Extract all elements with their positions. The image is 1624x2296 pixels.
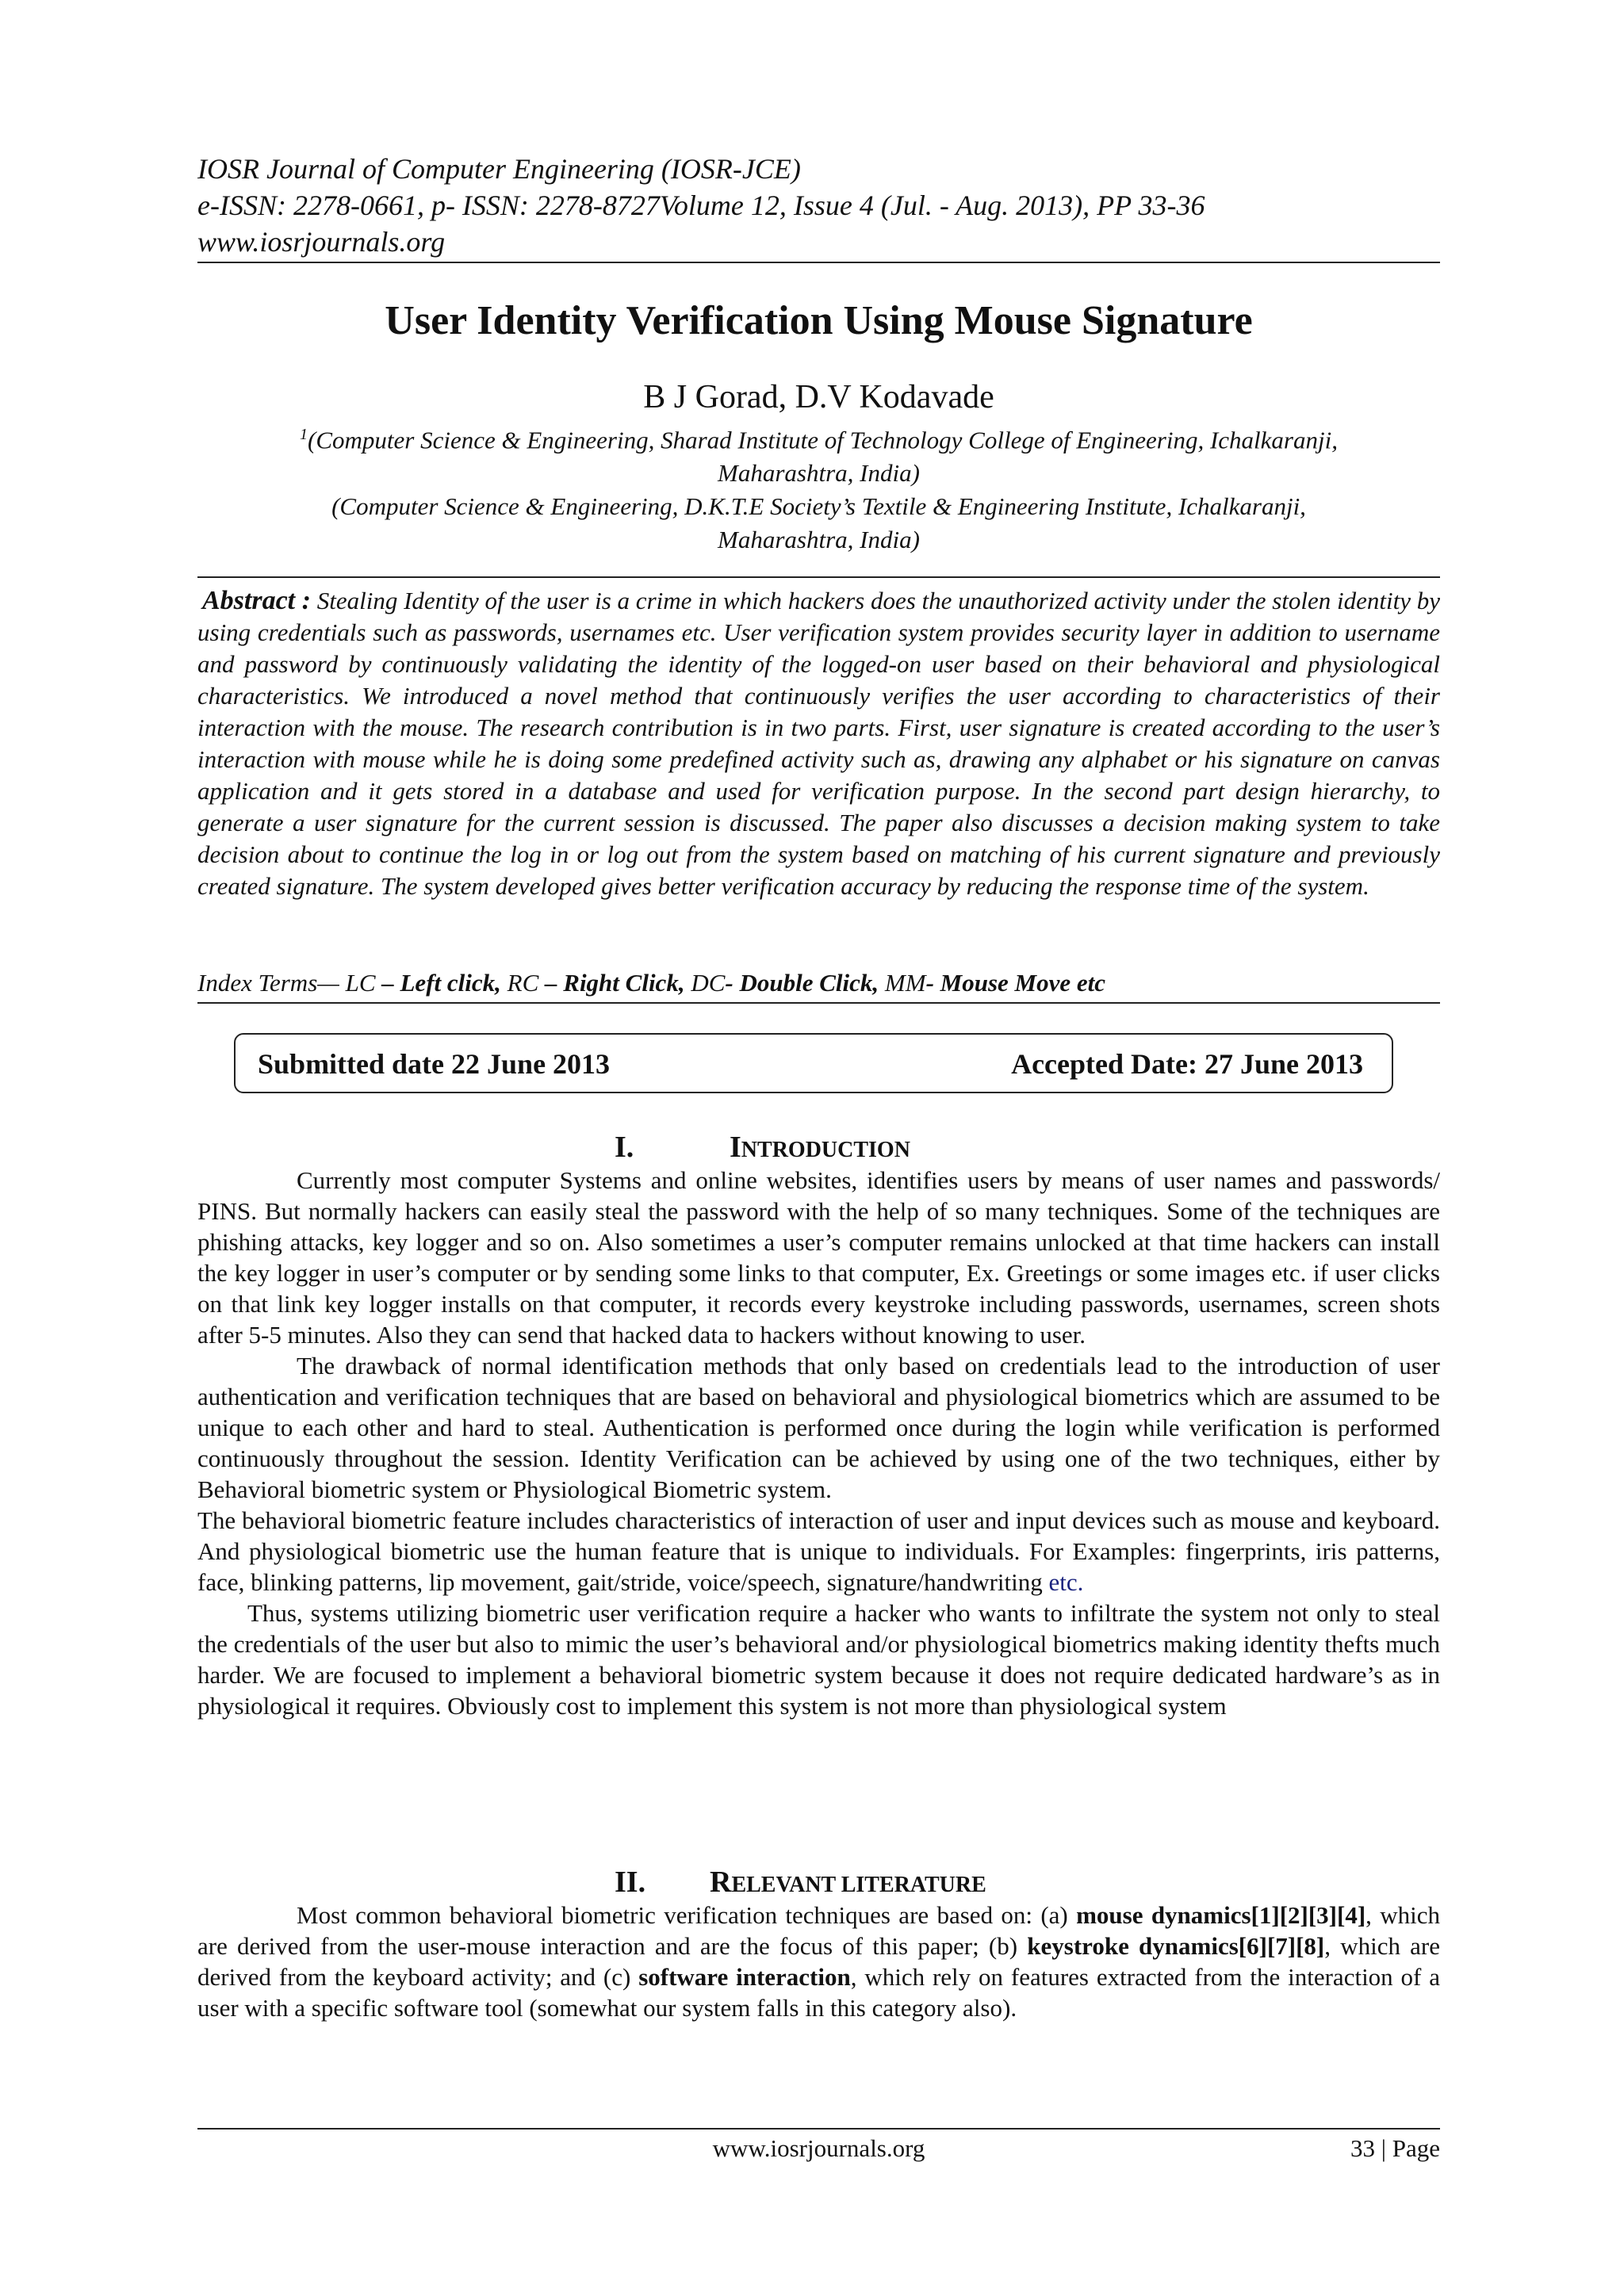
etc-link: etc. — [1048, 1568, 1084, 1596]
intro-paragraph-1: Currently most computer Systems and online websites, identifies users by means of user names and passwords/ PINS. But normally hackers can easily steal the password with the help of so many techniques. Some of the techniques are phishing attacks, key logger and so on. Also sometimes a user’s computer remains unlocked at that time hackers can install the key logger in user’s computer or by sending some links to that computer, Ex. Greetings or some images etc. if user clicks on that link key logger installs on that computer, it records every keystroke including passwords, usernames, screen shots after 5-5 minutes. Also they can send that hacked data to hackers without knowing to user. — [197, 1166, 1440, 1349]
section-1-title: INTRODUCTION — [730, 1131, 910, 1164]
affiliation-1-marker: 1 — [300, 426, 308, 443]
term-keystroke-dynamics: keystroke dynamics[6][7][8] — [1027, 1932, 1325, 1960]
index-terms — [197, 967, 1440, 999]
index-term-mouse-move: - Mouse Move etc — [925, 969, 1105, 997]
index-terms-prefix: Index Terms— LC — [197, 969, 376, 997]
intro-paragraph-2: The drawback of normal identification methods that only based on credentials lead to the introduction of user authentication and verification techniques that are based on behavioral and physiological biometrics which are assumed to be unique to each other and hard to steal. Authentication is performed once during the login while verification is performed continuously throughout the session. Identity Verification can be achieved by using one of the two techniques, either by Behavioral biometric system or Physiological Biometric system. — [197, 1352, 1440, 1503]
footer-divider — [197, 2128, 1440, 2130]
section-2-title: RELEVANT LITERATURE — [710, 1866, 986, 1899]
header-divider — [197, 262, 1440, 263]
index-term-dc: DC — [684, 969, 726, 997]
index-term-mm: MM — [879, 969, 926, 997]
affiliation-2-line1: (Computer Science & Engineering, D.K.T.E Society’s Textile & Engineering Institute, Ichalkaranji, — [331, 492, 1306, 521]
section-2-body — [197, 1900, 1440, 2023]
affiliation-1-line2: Maharashtra, India) — [718, 459, 920, 488]
term-mouse-dynamics: mouse dynamics[1][2][3][4] — [1076, 1901, 1366, 1929]
issn-line: e-ISSN: 2278-0661, p- ISSN: 2278-8727Volume 12, Issue 4 (Jul. - Aug. 2013), PP 33-36 — [197, 189, 1205, 221]
affiliation-1 — [197, 418, 1440, 457]
affiliation-2-line2: Maharashtra, India) — [718, 526, 920, 554]
abstract-text: Stealing Identity of the user is a crime in which hackers does the unauthorized activity under the stolen identity by using credentials such as passwords, usernames etc. User verification system provides security layer in addition to username and password by continuously validating the identity of the logged-on user based on their behavioral and physiological characteristics. We introduced a novel method that continuously verifies the user according to characteristics of their interaction with the mouse. The research contribution is in two parts. First, user signature is created according to the user’s interaction with mouse while he is doing some predefined activity such as, drawing any alphabet or his signature on canvas application and it gets stored in a database and used for verification purpose. In the second part design hierarchy, to generate a user signature for the current session is discussed. The paper also discusses a decision making system to take decision about to continue the log in or log out from the system based on matching of his current signature and previously created signature. The system developed gives better verification accuracy by reducing the response time of the system. — [197, 587, 1440, 900]
footer-website: www.iosrjournals.org — [712, 2134, 925, 2162]
accepted-date: Accepted Date: 27 June 2013 — [1011, 1048, 1363, 1080]
affiliation-1-line1: (Computer Science & Engineering, Sharad Institute of Technology College of Engineering, Ichalkaranji, — [308, 426, 1338, 454]
abstract — [197, 585, 1440, 902]
abstract-bottom-divider — [197, 1002, 1440, 1004]
section-2-number: II. — [615, 1866, 646, 1899]
dates-box — [234, 1033, 1393, 1093]
section-1-number: I. — [615, 1131, 634, 1164]
index-term-left-click: – Left click, — [375, 969, 501, 997]
paper-authors: B J Gorad, D.V Kodavade — [643, 379, 994, 415]
literature-paragraph-1: Most common behavioral biometric verification techniques are based on: (a) mouse dynamics[1][2][3][4], which are derived from the user-mouse interaction and are the focus of this paper; (b) keystroke dynamics[6][7][8], which are derived from the keyboard activity; and (c) software interaction, which rely on features extracted from the interaction of a user with a specific software tool (somewhat our system falls in this category also). — [197, 1901, 1441, 2022]
paper-title: User Identity Verification Using Mouse Signature — [385, 298, 1253, 343]
index-term-right-click: – Right Click, — [538, 969, 685, 997]
journal-header — [197, 151, 1440, 260]
term-software-interaction: software interaction — [638, 1963, 851, 1991]
submitted-date: Submitted date 22 June 2013 — [258, 1048, 611, 1080]
intro-paragraph-3: The behavioral biometric feature includes characteristics of interaction of user and input devices such as mouse and keyboard. And physiological biometric use the human feature that is unique to individuals. For Examples: fingerprints, iris patterns, face, blinking patterns, lip movement, gait/stride, voice/speech, signature/handwriting etc. — [197, 1506, 1440, 1596]
section-1-body — [197, 1165, 1440, 1721]
journal-website: www.iosrjournals.org — [197, 226, 446, 258]
footer-page-number: 33 | Page — [1350, 2134, 1440, 2162]
journal-name: IOSR Journal of Computer Engineering (IOSR-JCE) — [197, 153, 801, 185]
abstract-top-divider — [197, 576, 1440, 578]
index-term-rc: RC — [500, 969, 539, 997]
abstract-label: Abstract : — [202, 586, 311, 615]
index-term-double-click: - Double Click, — [725, 969, 879, 997]
intro-paragraph-4: Thus, systems utilizing biometric user verification require a hacker who wants to infiltrate the system not only to steal the credentials of the user but also to mimic the user’s behavioral and/or physiological biometrics making identity thefts much harder. We are focused to implement a behavioral biometric system because it does not require dedicated hardware’s as in physiological it requires. Obviously cost to implement this system is not more than physiological system — [197, 1599, 1440, 1720]
affiliations — [197, 418, 1440, 557]
